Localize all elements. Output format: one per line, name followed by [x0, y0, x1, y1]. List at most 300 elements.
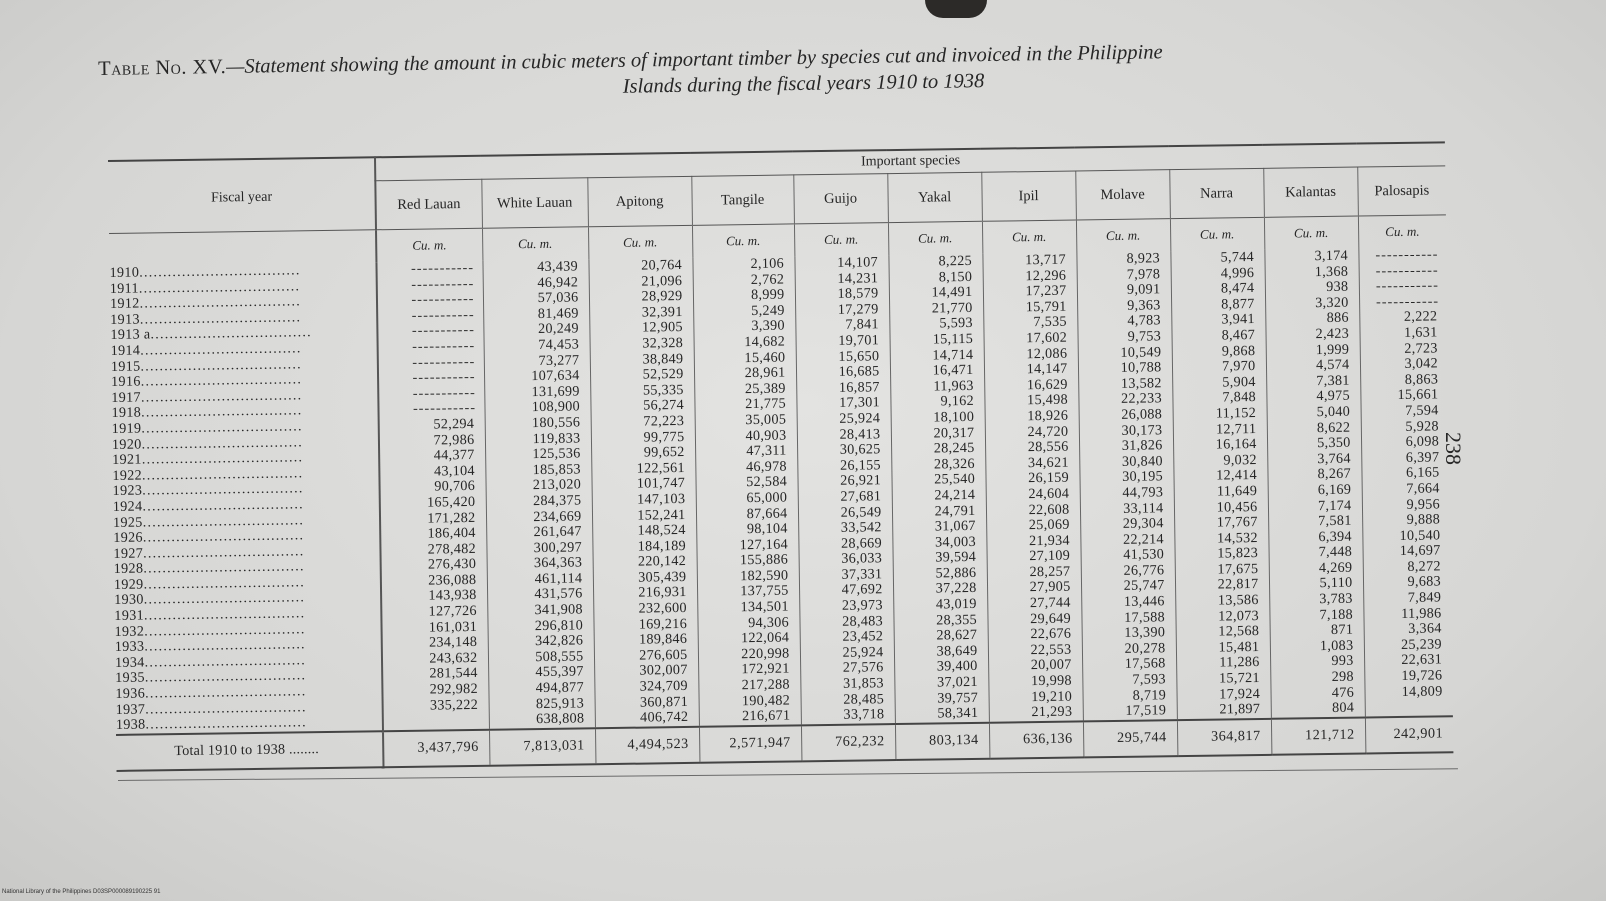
table-cell: 14,697	[1399, 542, 1441, 560]
table-cell: 25,747	[1123, 577, 1165, 595]
leader-dots: ..................................	[145, 698, 307, 718]
table-cell: 99,652	[643, 444, 685, 461]
table-cell: 34,621	[1027, 454, 1069, 471]
table-cell: 7,594	[1405, 402, 1439, 419]
table-cell: 26,921	[840, 472, 882, 490]
table-cell: 18,926	[1027, 407, 1069, 425]
table-cell: 98,104	[746, 520, 788, 538]
table-cell: 804	[1331, 699, 1355, 717]
year-text: 1910	[109, 264, 140, 281]
year-text: 1913	[110, 311, 140, 328]
year-text: 1919	[111, 420, 142, 437]
important-species-header: Important species	[375, 142, 1445, 180]
table-cell: 494,877	[535, 679, 585, 697]
year-text: 1927	[113, 545, 144, 562]
table-cell: 44,377	[433, 447, 475, 464]
table-cell: 28,257	[1029, 563, 1071, 581]
unit-label: Cu. m.	[1264, 216, 1358, 250]
table-cell: 38,849	[642, 350, 684, 368]
table-cell: 101,747	[636, 475, 686, 492]
table-cell: 3,764	[1317, 450, 1351, 467]
empty-cell: -----------	[1376, 293, 1440, 311]
table-cell: 31,826	[1121, 437, 1163, 454]
species-column	[982, 252, 1083, 722]
empty-cell: -----------	[411, 322, 476, 340]
table-cell: 22,631	[1401, 651, 1443, 669]
table-cell: 17,767	[1216, 514, 1258, 531]
table-cell: 15,115	[932, 330, 974, 348]
table-cell: 28,245	[933, 440, 975, 457]
table-cell: 364,363	[533, 554, 583, 572]
table-cell: 28,669	[840, 534, 883, 552]
table-cell: 296,810	[534, 617, 584, 634]
table-cell: 72,986	[433, 431, 475, 449]
table-cell: 24,720	[1027, 423, 1069, 440]
year-text: 1916	[111, 373, 141, 391]
table-cell: 8,622	[1316, 419, 1351, 436]
table-cell: 36,033	[841, 550, 883, 568]
species-header: Kalantas	[1263, 167, 1358, 217]
leader-dots: ..................................	[144, 667, 307, 686]
table-cell: 127,726	[428, 602, 477, 620]
table-number: Table No. XV.	[98, 55, 227, 80]
table-cell: 886	[1326, 310, 1349, 327]
total-cell: 7,813,031	[489, 728, 595, 765]
table-cell: 182,590	[740, 567, 789, 585]
table-cell: 4,269	[1318, 559, 1353, 577]
year-text: 1931	[114, 607, 145, 625]
unit-label: Cu. m.	[692, 224, 794, 258]
table-cell: 14,532	[1216, 529, 1258, 547]
total-cell: 3,437,796	[383, 730, 489, 767]
table-cell: 26,155	[839, 456, 881, 474]
table-cell: 185,853	[532, 461, 581, 478]
value-stack	[483, 259, 595, 728]
table-cell: 31,853	[842, 675, 884, 692]
table-cell: 46,942	[537, 274, 579, 291]
table-cell: 8,923	[1126, 250, 1161, 267]
leader-dots: ..................................	[139, 293, 302, 312]
table-cell: 25,239	[1400, 636, 1443, 653]
table-cell: 5,928	[1405, 417, 1439, 435]
table-cell: 46,978	[745, 458, 787, 475]
table-cell: 87,664	[746, 505, 788, 522]
leader-dots: ..................................	[142, 496, 304, 515]
table-cell: 22,214	[1122, 530, 1165, 548]
table-cell: 17,237	[1025, 282, 1067, 300]
table-cell: 431,576	[534, 585, 583, 603]
table-cell: 19,210	[1031, 688, 1073, 705]
table-cell: 15,721	[1218, 670, 1260, 687]
table-cell: 5,110	[1319, 575, 1353, 592]
table-cell: 300,297	[533, 539, 583, 556]
year-text: 1937	[115, 701, 146, 718]
table-cell: 455,397	[535, 663, 584, 681]
unit-label: Cu. m.	[982, 220, 1076, 254]
table-cell: 6,394	[1318, 528, 1352, 545]
table-cell: 184,189	[637, 537, 687, 555]
footer-note: National Library of the Philippines D03SP000089190225 91	[2, 889, 161, 895]
empty-cell: -----------	[412, 384, 476, 402]
table-cell: 22,676	[1030, 625, 1072, 643]
table-cell: 24,604	[1028, 485, 1070, 503]
leader-dots: ..................................	[139, 262, 301, 281]
table-cell: 7,841	[845, 316, 879, 334]
table-cell: 28,556	[1027, 438, 1069, 456]
table-cell: 171,282	[427, 509, 476, 527]
value-stack	[1171, 250, 1271, 719]
table-cell: 8,467	[1221, 326, 1256, 344]
table-cell: 7,593	[1132, 671, 1166, 688]
table-cell: 20,007	[1030, 657, 1072, 674]
table-cell: 161,031	[428, 618, 478, 636]
table-cell: 5,040	[1316, 403, 1351, 421]
table-cell: 16,685	[838, 363, 880, 380]
empty-cell: -----------	[410, 259, 475, 277]
table-cell: 12,568	[1218, 623, 1260, 640]
data-body	[109, 247, 1452, 734]
year-text: 1923	[112, 482, 143, 500]
table-cell: 9,032	[1223, 451, 1257, 469]
table-cell: 25,540	[934, 471, 976, 488]
leader-dots: ..................................	[150, 324, 312, 343]
table-cell: 24,214	[934, 486, 976, 504]
table-cell: 43,439	[537, 258, 579, 276]
table-cell: 30,195	[1122, 468, 1164, 486]
table-cell: 8,225	[938, 252, 973, 270]
table-cell: 5,350	[1317, 434, 1351, 452]
table-cell: 172,921	[741, 660, 790, 678]
table-cell: 3,174	[1314, 247, 1349, 265]
table-cell: 2,423	[1315, 325, 1350, 343]
table-cell: 40,903	[745, 427, 787, 444]
table-cell: 216,931	[638, 584, 687, 602]
table-cell: 16,629	[1026, 376, 1068, 393]
table-cell: 6,397	[1405, 449, 1440, 466]
value-stack	[377, 261, 488, 730]
leader-dots: ..................................	[142, 480, 304, 499]
total-cell: 121,712	[1271, 717, 1365, 754]
table-cell: 7,978	[1126, 265, 1161, 283]
table-cell: 30,840	[1121, 453, 1163, 470]
table-cell: 37,228	[935, 580, 977, 597]
table-cell: 5,744	[1220, 249, 1255, 266]
year-text: 1911	[109, 280, 139, 297]
total-cell: 636,136	[989, 721, 1083, 758]
table-cell: 29,304	[1122, 515, 1164, 532]
table-cell: 12,296	[1025, 267, 1067, 284]
year-text: 1924	[112, 498, 143, 515]
year-text: 1926	[113, 529, 143, 547]
table-cell: 190,482	[741, 692, 791, 709]
table-cell: 17,602	[1026, 329, 1068, 347]
table-cell: 26,088	[1121, 406, 1163, 423]
table-cell: 220,998	[741, 645, 790, 663]
table-cell: 8,877	[1221, 295, 1255, 313]
leader-dots: ..................................	[143, 558, 305, 577]
table-cell: 81,469	[537, 305, 579, 322]
table-cell: 27,576	[842, 659, 884, 677]
table-cell: 21,770	[931, 299, 973, 317]
unit-label: Cu. m.	[794, 223, 888, 257]
title-line-1: —Statement showing the amount in cubic meters of important timber by species cut and invoiced in the Philippine	[225, 41, 1163, 78]
table-cell: 26,776	[1123, 562, 1165, 579]
table-cell: 19,998	[1030, 672, 1072, 690]
table-cell: 15,498	[1027, 391, 1069, 409]
species-header: Guijo	[793, 174, 888, 224]
table-cell: 14,231	[837, 269, 879, 287]
table-cell: 20,278	[1124, 640, 1166, 657]
year-text: 1914	[110, 342, 141, 359]
table-cell: 7,448	[1318, 543, 1353, 561]
table-cell: 33,542	[840, 519, 882, 536]
table-cell: 11,152	[1215, 404, 1257, 422]
table-cell: 22,608	[1028, 501, 1070, 518]
species-header: Yakal	[887, 172, 982, 222]
table-cell: 1,083	[1319, 637, 1354, 654]
table-cell: 14,147	[1026, 360, 1068, 378]
timber-table-wrapper	[108, 141, 1453, 771]
leader-dots: ..................................	[140, 340, 302, 359]
table-cell: 73,277	[538, 352, 580, 369]
leader-dots: ..................................	[144, 652, 307, 671]
value-stack	[1359, 247, 1453, 716]
species-column	[482, 259, 595, 729]
leader-dots: ..................................	[141, 449, 304, 468]
table-cell: 234,669	[533, 507, 582, 525]
fiscal-year-header: Fiscal year	[108, 157, 376, 233]
table-cell: 217,288	[741, 676, 791, 694]
table-cell: 4,996	[1220, 264, 1255, 282]
empty-cell	[384, 713, 489, 730]
table-cell: 30,625	[839, 441, 881, 458]
table-cell: 55,335	[642, 381, 684, 399]
year-text: 1936	[115, 685, 146, 702]
table-cell: 213,020	[532, 476, 582, 494]
table-cell: 13,582	[1120, 375, 1162, 392]
table-cell: 9,363	[1127, 297, 1161, 314]
leader-dots: ..................................	[142, 527, 305, 546]
table-cell: 9,683	[1407, 573, 1442, 591]
table-cell: 10,788	[1120, 359, 1162, 377]
table-cell: 261,647	[533, 523, 582, 541]
empty-cell: -----------	[1375, 262, 1439, 279]
table-cell: 8,719	[1132, 686, 1167, 704]
unit-label: Cu. m.	[1076, 219, 1170, 253]
table-cell: 165,420	[426, 493, 476, 511]
table-cell: 52,886	[935, 564, 977, 582]
year-text: 1938	[115, 716, 146, 734]
value-stack	[1077, 251, 1177, 720]
value-stack	[1265, 249, 1365, 718]
table-cell: 12,073	[1218, 607, 1260, 625]
title-line-2: Islands during the fiscal years 1910 to 1938	[622, 70, 985, 98]
table-cell: 3,390	[751, 317, 785, 335]
table-cell: 2,723	[1404, 340, 1438, 357]
table-cell: 24,791	[934, 502, 976, 519]
page-number: 238	[1441, 432, 1466, 465]
table-cell: 31,067	[934, 518, 976, 535]
year-text: 1932	[114, 623, 145, 640]
table-cell: 8,999	[750, 286, 785, 304]
table-cell: 243,632	[429, 649, 478, 667]
empty-cell: -----------	[411, 291, 475, 308]
value-stack	[889, 254, 989, 723]
table-cell: 302,007	[639, 662, 688, 680]
table-cell: 15,650	[838, 347, 880, 365]
table-cell: 3,364	[1408, 620, 1442, 638]
table-cell: 5,904	[1222, 373, 1256, 391]
table-cell: 993	[1331, 653, 1354, 670]
table-cell: 99,775	[643, 428, 685, 446]
table-cell: 508,555	[535, 648, 584, 665]
table-cell: 147,103	[636, 490, 686, 508]
table-cell: 6,169	[1317, 481, 1352, 499]
table-cell: 27,681	[840, 488, 882, 505]
table-cell: 232,600	[638, 600, 687, 617]
table-cell: 25,069	[1028, 516, 1070, 534]
table-cell: 22,553	[1030, 641, 1072, 659]
leader-dots: ..................................	[142, 542, 305, 562]
table-cell: 28,413	[839, 425, 881, 443]
table-cell: 5,249	[751, 302, 785, 319]
table-cell: 7,581	[1318, 512, 1352, 530]
species-header: Apitong	[587, 176, 692, 226]
table-cell: 38,649	[936, 642, 978, 660]
value-stack	[983, 252, 1083, 721]
table-cell: 12,086	[1026, 345, 1068, 362]
binding-mark	[925, 0, 987, 18]
table-cell: 8,474	[1220, 280, 1255, 297]
table-cell: 8,150	[938, 268, 973, 286]
year-text: 1925	[112, 514, 143, 531]
table-cell: 20,249	[537, 320, 580, 338]
table-cell: 12,905	[641, 319, 684, 336]
table-cell: 21,775	[745, 395, 787, 413]
table-cell: 9,162	[940, 393, 975, 410]
table-cell: 8,863	[1404, 371, 1439, 388]
table-cell: 5,593	[939, 315, 973, 332]
table-cell: 7,848	[1222, 389, 1257, 406]
table-cell: 39,400	[936, 658, 978, 675]
table-cell: 21,934	[1028, 532, 1071, 549]
table-cell: 13,446	[1123, 593, 1165, 610]
year-text: 1920	[111, 436, 142, 453]
table-cell: 57,036	[537, 289, 579, 307]
table-cell: 169,216	[638, 615, 688, 633]
table-cell: 180,556	[531, 414, 581, 432]
table-cell: 276,605	[639, 646, 688, 664]
table-cell: 3,783	[1319, 590, 1353, 608]
unit-label: Cu. m.	[1358, 215, 1446, 249]
table-cell: 137,755	[740, 583, 789, 600]
years-column	[109, 262, 383, 734]
value-stack	[693, 256, 801, 725]
table-cell: 52,294	[433, 415, 475, 433]
table-cell: 16,857	[838, 378, 880, 396]
table-cell: 3,042	[1404, 355, 1439, 373]
table-cell: 638,808	[536, 710, 585, 728]
table-cell: 11,986	[1401, 605, 1442, 622]
table-cell: 28,326	[933, 455, 975, 473]
table-cell: 17,588	[1124, 608, 1166, 626]
table-cell: 341,908	[534, 601, 583, 619]
empty-cell: -----------	[412, 337, 476, 355]
table-cell: 14,107	[837, 254, 879, 271]
table-cell: 28,627	[936, 627, 978, 644]
table-cell: 23,452	[842, 628, 884, 646]
value-stack	[589, 258, 699, 727]
species-column	[376, 261, 489, 731]
table-cell: 37,331	[841, 566, 883, 583]
table-cell: 41,530	[1123, 546, 1165, 564]
leader-dots: ..................................	[141, 418, 303, 437]
table-cell: 30,173	[1121, 421, 1163, 439]
table-cell: 825,913	[535, 695, 585, 712]
table-cell: 107,634	[531, 367, 580, 385]
table-cell: 461,114	[534, 570, 583, 587]
total-cell: 2,571,947	[699, 725, 801, 762]
table-cell: 56,274	[643, 397, 685, 414]
table-cell: 8,267	[1317, 465, 1352, 483]
table-cell: 72,223	[643, 412, 685, 430]
table-cell: 17,568	[1124, 655, 1166, 673]
table-cell: 90,706	[434, 478, 476, 495]
leader-dots: ..................................	[138, 277, 301, 297]
table-cell: 28,483	[842, 612, 884, 630]
table-cell: 26,549	[840, 503, 882, 521]
table-cell: 406,742	[640, 709, 689, 726]
table-cell: 7,381	[1316, 372, 1350, 389]
empty-cell: -----------	[1375, 277, 1439, 295]
table-cell: 7,664	[1406, 480, 1440, 497]
table-cell: 10,549	[1120, 343, 1162, 361]
table-cell: 122,561	[636, 459, 685, 477]
table-cell: 27,744	[1029, 594, 1071, 612]
empty-cell: -----------	[411, 306, 475, 324]
species-column	[1264, 249, 1365, 719]
table-cell: 43,019	[935, 595, 977, 613]
year-text: 1922	[112, 467, 143, 484]
table-cell: 39,594	[935, 549, 977, 566]
table-cell: 47,311	[746, 442, 787, 460]
table-cell: 28,355	[936, 611, 978, 629]
table-cell: 281,544	[429, 665, 478, 682]
table-cell: 938	[1326, 278, 1349, 296]
table-cell: 26,159	[1028, 469, 1070, 487]
table-cell: 7,970	[1221, 358, 1256, 375]
table-cell: 8,272	[1407, 558, 1441, 575]
leader-dots: ..................................	[144, 636, 306, 655]
table-cell: 21,096	[641, 272, 683, 290]
table-cell: 9,868	[1221, 342, 1256, 360]
unit-label: Cu. m.	[376, 228, 482, 262]
species-column	[692, 256, 801, 726]
table-cell: 13,586	[1217, 592, 1259, 609]
total-cell: 295,744	[1083, 720, 1177, 757]
species-column	[1076, 251, 1177, 721]
total-cell: 4,494,523	[595, 727, 699, 764]
table-cell: 74,453	[538, 336, 580, 353]
table-cell: 12,414	[1216, 467, 1258, 484]
empty-cell	[1365, 699, 1453, 716]
species-header: Tangile	[691, 175, 794, 225]
table-cell: 234,148	[428, 634, 478, 651]
leader-dots: ..................................	[142, 511, 305, 531]
table-cell: 152,241	[637, 506, 686, 524]
year-text: 1928	[113, 560, 144, 578]
leader-dots: ..................................	[140, 371, 303, 390]
